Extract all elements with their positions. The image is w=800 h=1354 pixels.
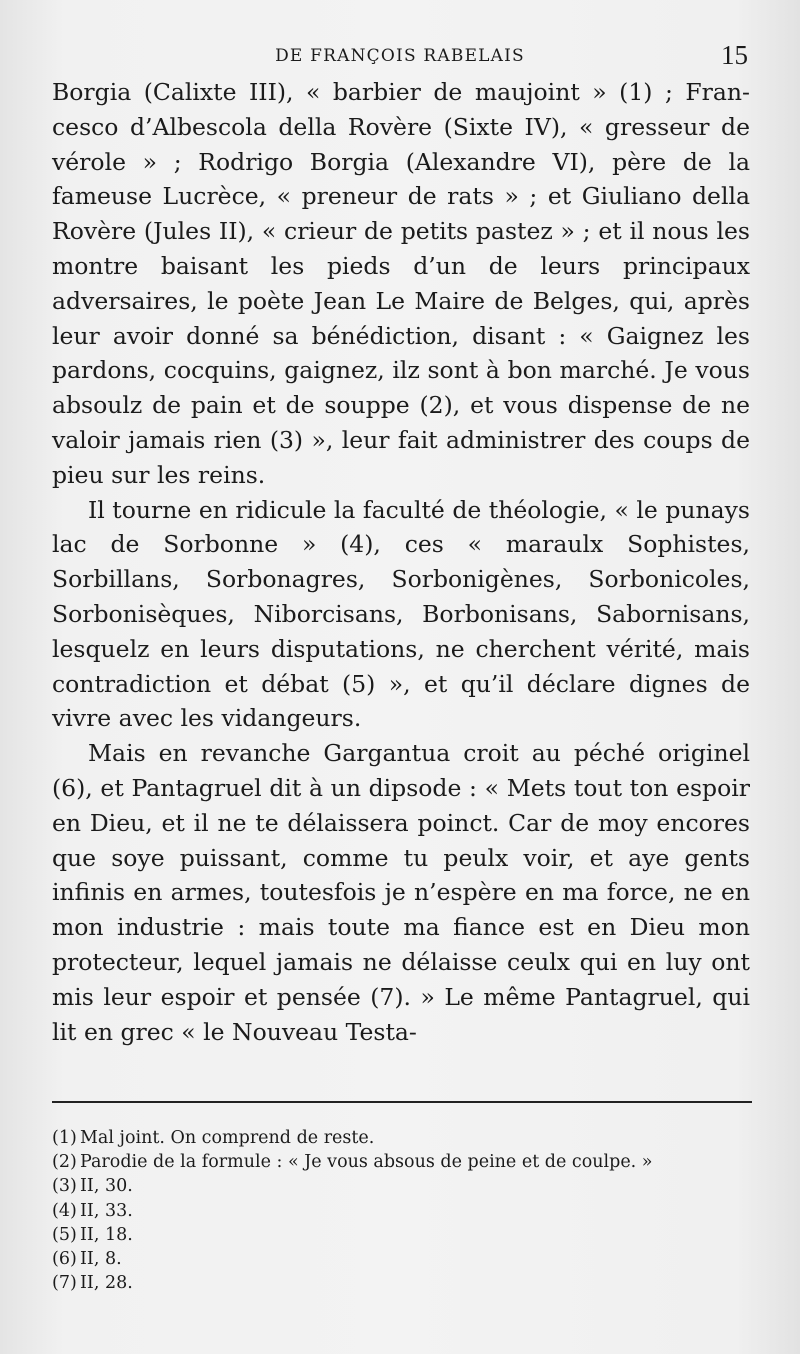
footnote-mark: (6)	[52, 1249, 77, 1270]
paragraph: Il tourne en ridicule la faculté de théologie, « le punays lac de Sorbonne » (4), ces « maraulx Sophistes, Sorbillans, Sorbonagres, Sorbonigènes, Sorbonicoles, Sorbonisèques, Niborcisans, Borbonisans, Sabornisans, lesquelz en leurs disputations, ne cherchent vérité, mais contradiction et débat (5) », et qu’il déclare dignes de vivre avec les vidangeurs.	[52, 495, 750, 733]
footnote	[52, 1126, 752, 1150]
footnote-text: II, 33.	[80, 1200, 133, 1221]
footnote-mark: (4)	[52, 1200, 77, 1221]
footnote-text: II, 8.	[80, 1249, 122, 1270]
running-title: DE FRANÇOIS RABELAIS	[275, 46, 525, 66]
paragraph: Borgia (Calixte III), « barbier de maujoint » (1) ; Francesco d’Albescola della Rovère (Sixte IV), « gresseur de vérole » ; Rodrigo Borgia (Alexandre VI), père de la fameuse Lucrèce, « preneur de rats » ; et Giuliano della Rovère (Jules II), « crieur de petits pastez » ; et il nous les montre baisant les pieds d’un de leurs principaux adversaires, le poète Jean Le Maire de Belges, qui, après leur avoir donné sa bénédiction, disant : « Gaignez les pardons, cocquins, gaignez, ilz sont à bon marché. Je vous absoulz de pain et de souppe (2), et vous dispense de ne valoir jamais rien (3) », leur fait administrer des coups de pieu sur les reins.	[52, 78, 750, 489]
footnote-text: Mal joint. On comprend de reste.	[80, 1128, 375, 1148]
footnote-text: II, 30.	[80, 1176, 133, 1197]
footnote	[52, 1150, 752, 1174]
footnote-mark: (3)	[52, 1176, 77, 1197]
footnote	[52, 1174, 752, 1198]
footnote-separator	[52, 1101, 752, 1103]
footnote	[52, 1247, 752, 1271]
footnote-mark: (5)	[52, 1224, 77, 1245]
footnote-mark: (2)	[52, 1152, 77, 1173]
footnote	[52, 1271, 752, 1295]
footnote-mark: (1)	[52, 1128, 77, 1148]
running-head	[52, 40, 748, 70]
footnote-text: II, 18.	[80, 1224, 133, 1245]
footnote-text: II, 28.	[80, 1273, 133, 1294]
footnote	[52, 1223, 752, 1247]
paragraph: Mais en revanche Gargantua croit au péché originel (6), et Pantagruel dit à un dipsode : « Mets tout ton espoir en Dieu, et il ne te délaissera poinct. Car de moy encores que soye puissant, comme tu peulx voir, et aye gents infinis en armes, toutesfois je n’espère en ma force, ne en mon industrie : mais toute ma fiance est en Dieu mon protecteur, lequel jamais ne délaisse ceulx qui en luy ont mis leur espoir et pensée (7). » Le même Pantagruel, qui lit en grec « le Nouveau Testa-	[52, 739, 750, 1046]
footnote-mark: (7)	[52, 1273, 77, 1294]
footnotes	[52, 1126, 752, 1295]
footnote-text: Parodie de la formule : « Je vous absous de peine et de coulpe. »	[80, 1152, 653, 1173]
body-text	[52, 75, 750, 1049]
footnote	[52, 1199, 752, 1223]
page-number: 15	[721, 40, 748, 70]
